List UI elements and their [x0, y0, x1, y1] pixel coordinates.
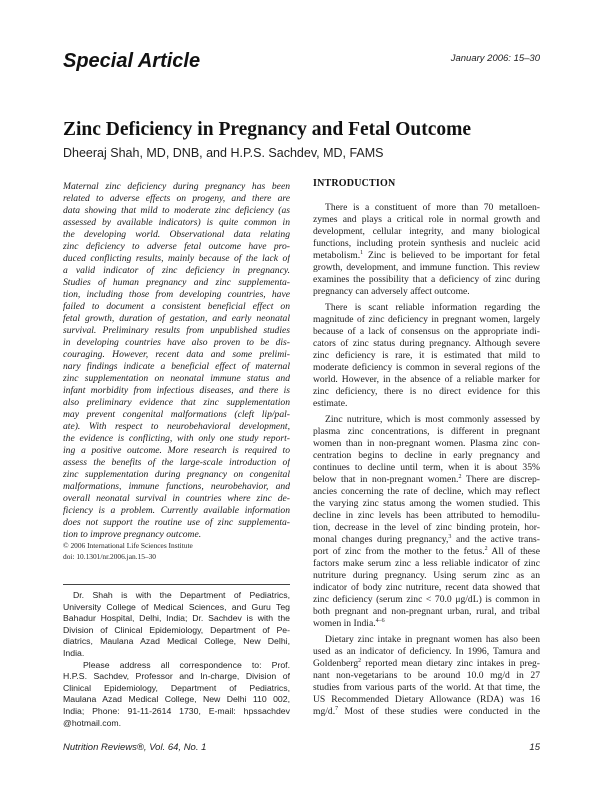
body-line: growth, development, and immune function. This review: [313, 262, 540, 273]
abstract-line: duced conflicting results, mainly because of the lack of: [63, 253, 290, 264]
citation-ref[interactable]: 7: [335, 706, 339, 712]
body-text: metabolism.: [313, 250, 361, 261]
body-text: reported mean dietary zinc intakes in preg-: [361, 658, 540, 669]
correspondence-line: Please address all correspondence to: Prof.: [83, 659, 290, 670]
body-text: women in India.: [313, 618, 376, 629]
abstract-line: also preliminary evidence that zinc supplementation: [63, 397, 290, 408]
body-line: centration begins to decline in early pregnancy and: [313, 450, 540, 461]
issue-date: January 2006: 15–30: [450, 53, 540, 64]
body-line: [313, 474, 540, 486]
abstract-line: the evidence is conflicting, with only one study report-: [63, 433, 290, 444]
article-title: Zinc Deficiency in Pregnancy and Fetal Outcome: [63, 119, 472, 140]
affiliation-line: University College of Medical Sciences, and Guru Teg: [63, 601, 290, 612]
abstract-line: zinc supplementation during pregnancy on congenital: [63, 469, 290, 480]
correspondence-line: Clinical Epidemiology, Department of Pediatrics,: [63, 682, 290, 693]
body-line: magnitude of zinc deficiency in pregnant women, largely: [313, 314, 540, 325]
body-text: Most of these studies were conducted in the: [338, 706, 540, 717]
abstract-line: tion, including those from developing countries, have: [63, 289, 290, 300]
body-line: cators of zinc status during pregnancy. Although severe: [313, 338, 540, 349]
affiliation-line: India.: [63, 648, 85, 658]
abstract-line: data showing that mild to moderate zinc deficiency (as: [63, 205, 290, 216]
citation-ref[interactable]: 2: [458, 474, 462, 480]
abstract-line: ate). With respect to neurobehavioral development,: [63, 421, 290, 432]
affiliation-line: Bahadur Hospital, Delhi, India; Dr. Sachdev is with the: [63, 613, 290, 624]
correspondence-email-line[interactable]: India; Phone: 91-11-2614 1730, E-mail: hpssachdev: [63, 706, 290, 716]
body-line: zinc deficiency (serum zinc < 70.0 μg/dL) is common in: [313, 594, 540, 605]
body-line: continues to decline until term, when it is about 35%: [313, 462, 540, 473]
abstract-line: the developing world. Observational data relating: [63, 229, 290, 240]
citation-ref[interactable]: 2: [358, 658, 362, 664]
abstract-line: fetal growth, duration of gestation, and early neonatal: [63, 313, 290, 324]
abstract-line: overall neonatal survival in countries where zinc de-: [63, 493, 290, 504]
abstract-line: couraging. However, recent data and some prelimi-: [63, 349, 290, 360]
body-line: examines the possibility that a deficiency of zinc during: [313, 274, 540, 285]
journal-footer: Nutrition Reviews®, Vol. 64, No. 1: [63, 742, 207, 753]
body-line: nutriture during pregnancy. Using serum zinc as an: [313, 570, 540, 581]
doi[interactable]: doi: 10.1301/nr.2006.jan.15–30: [63, 552, 156, 561]
abstract-line: in developing countries have also proven to be dis-: [63, 337, 290, 348]
body-line: studies from various parts of the world. At that time, the: [313, 682, 540, 693]
abstract-line: zinc supplementation on neonatal immune status and: [63, 373, 290, 384]
body-line: ancies concerning the rate of decline, which may reflect: [313, 486, 540, 497]
abstract-line: does not support the routine use of zinc supplementa-: [63, 517, 290, 528]
abstract-line: a valid indicator of zinc deficiency in pregnancy.: [63, 265, 290, 276]
copyright-notice: © 2006 International Life Sciences Institute: [63, 541, 193, 550]
abstract-line: infant morbidity from infectious diseases, and there is: [63, 385, 290, 396]
body-line: There is a constituent of more than 70 metalloen-: [325, 202, 540, 213]
abstract-line: tion to improve pregnancy outcome.: [63, 529, 202, 540]
body-line: used as an indicator of deficiency. In 1996, Tamura and: [313, 646, 540, 657]
body-text: mg/d.: [313, 706, 336, 717]
abstract-line: survival. Preliminary results from unpublished studies: [63, 325, 290, 336]
abstract-line: malformations, immune functions, neurobehavior, and: [63, 481, 290, 492]
body-line: [313, 618, 540, 630]
abstract-line: related to adverse effects on progeny, and there are: [63, 193, 290, 204]
body-line: pregnancy can adversely affect outcome.: [313, 286, 470, 297]
abstract-line: zinc deficiency to adverse fetal outcome have pro-: [63, 241, 290, 252]
abstract-line: ing a positive outcome. More research is required to: [63, 445, 290, 456]
body-line: moderate deficiency is common in several regions of the: [313, 362, 540, 373]
body-line: indicator of body zinc nutriture, recent data showed that: [313, 582, 540, 593]
body-line: [313, 706, 540, 718]
correspondence-line: H.P.S. Sachdev, Professor and In-charge, Division of: [63, 671, 290, 682]
abstract-line: Maternal zinc deficiency during pregnancy has been: [63, 181, 290, 192]
section-label: Special Article: [63, 50, 201, 72]
body-text: There are discrep-: [461, 474, 540, 485]
body-line: zinc deficiency is rare, it is estimated that mild to: [313, 350, 540, 361]
body-line: because of a lack of consensus on the appropriate indi-: [313, 326, 540, 337]
body-line: women than in non-pregnant women. Plasma zinc con-: [313, 438, 540, 449]
body-line: plasma zinc concentrations, is different in pregnant: [313, 426, 540, 437]
affiliation-line: diatrics, Maulana Azad Medical College, New Delhi,: [63, 636, 290, 647]
citation-ref[interactable]: 4–6: [375, 618, 385, 624]
abstract-line: nary findings indicate a beneficial effect of maternal: [63, 361, 290, 372]
body-line: Zinc nutriture, which is most commonly assessed by: [325, 414, 540, 425]
body-line: zymes and plays a critical role in normal growth and: [313, 214, 540, 225]
body-line: functions, including protein synthesis and nucleic acid: [313, 238, 540, 249]
correspondence-email-line[interactable]: @hotmail.com.: [63, 717, 122, 728]
body-line: development, cellular integrity, and many biological: [313, 226, 540, 237]
body-line: There is scant reliable information regarding the: [325, 302, 540, 313]
body-text: All of these: [487, 546, 540, 557]
body-text: and the active trans-: [451, 534, 540, 545]
page-number: 15: [529, 742, 540, 753]
body-line: [313, 534, 540, 546]
body-text: port of zinc from the mother to the fetus.: [313, 546, 485, 557]
body-text: Zinc is believed to be important for fetal: [363, 250, 540, 261]
abstract-line: Studies of human pregnancy and zinc supplementa-: [63, 277, 290, 288]
body-line: estimate.: [313, 398, 348, 409]
footnote-divider: [63, 584, 290, 585]
citation-ref[interactable]: 1: [360, 250, 364, 256]
body-text: Goldenberg: [313, 658, 359, 669]
body-line: the varying zinc status among the women studied. This: [313, 498, 540, 509]
abstract-line: assessed by available indicators) is quite common in: [63, 217, 290, 228]
affiliation-line: Division of Clinical Epidemiology, Department of Pe-: [63, 624, 290, 635]
abstract-line: may prevent congenital malformations (cleft lip/pal-: [63, 409, 290, 420]
body-line: zinc deficiency, there is no direct evidence for this: [313, 386, 540, 397]
body-line: Dietary zinc intake in pregnant women has also been: [325, 634, 540, 645]
body-line: world. However, in the absence of a reliable marker for: [313, 374, 540, 385]
citation-ref[interactable]: 2: [484, 546, 488, 552]
citation-ref[interactable]: 3: [448, 534, 452, 540]
abstract-line: ficiency is a problem. Currently available information: [63, 505, 290, 516]
body-line: both pregnant and non-pregnant urban, rural, and tribal: [313, 606, 540, 617]
introduction-heading: INTRODUCTION: [313, 178, 396, 189]
body-line: [313, 658, 540, 670]
body-line: factors make serum zinc a less reliable indicator of zinc: [313, 558, 540, 569]
body-line: decline in zinc levels has been attributed to hemodilu-: [313, 510, 540, 521]
abstract-line: assess the benefits of the large-scale introduction of: [63, 457, 290, 468]
abstract-line: failed to document a consistent beneficial effect on: [63, 301, 290, 312]
article-authors: Dheeraj Shah, MD, DNB, and H.P.S. Sachdev, MD, FAMS: [63, 146, 384, 160]
affiliation-line: Dr. Shah is with the Department of Pediatrics,: [73, 590, 290, 600]
body-line: [313, 250, 540, 262]
body-line: nant non-vegetarians to be around 10.0 mg/d in 27: [313, 670, 540, 681]
body-text: monal changes during pregnancy,: [313, 534, 449, 545]
body-line: tion, decrease in the level of zinc binding protein, hor-: [313, 522, 540, 533]
correspondence-line: Maulana Azad Medical College, New Delhi 110 002,: [63, 694, 290, 705]
body-text: below that in non-pregnant women.: [313, 474, 459, 485]
body-line: [313, 546, 540, 558]
body-line: US Recommended Dietary Allowance (RDA) was 16: [313, 694, 540, 705]
